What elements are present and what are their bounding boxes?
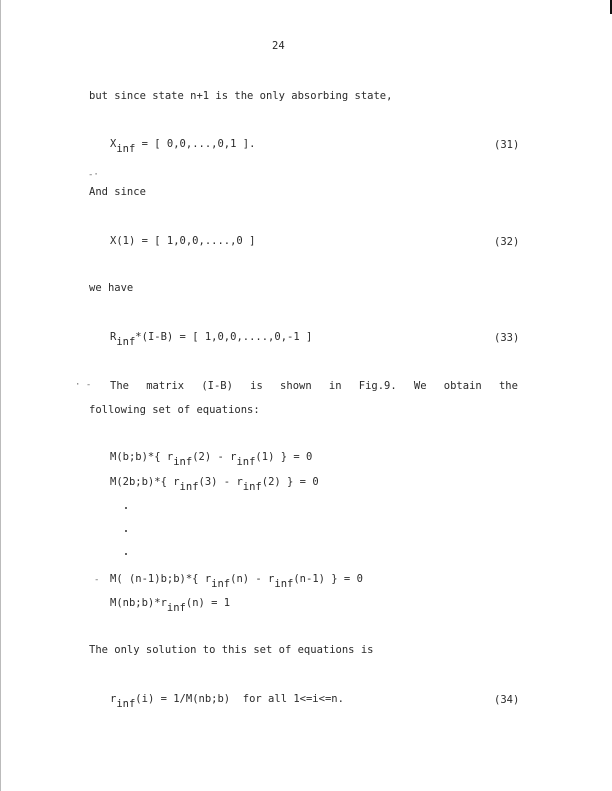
- paragraph-word: the: [498, 380, 518, 392]
- page-number: 24: [272, 40, 285, 52]
- page-left-edge: [0, 0, 1, 791]
- paragraph-word: matrix: [146, 380, 185, 392]
- paragraph-word: We: [413, 380, 427, 392]
- scan-mark: -: [94, 575, 100, 585]
- paragraph-word: obtain: [443, 380, 482, 392]
- text-line-and-since: And since: [89, 186, 146, 198]
- ellipsis-dot: [125, 530, 127, 532]
- system-equation-1: M(b;b)*{ $r_{inf}(2) - r_{inf}(1)$ } = 0: [110, 451, 313, 468]
- text-line-only-solution: The only solution to this set of equations is: [89, 644, 374, 656]
- equation-number-33: (33): [494, 332, 520, 344]
- equation-number-34: (34): [494, 694, 520, 706]
- system-equation-2: M(2b;b)*{ $r_{inf}(3) - r_{inf}(2)$ } = 0: [110, 476, 319, 493]
- scan-mark: · -: [75, 380, 92, 390]
- paragraph-word: The: [110, 380, 129, 392]
- equation-31: $X_{inf}$ = [ 0,0,...,0,1 ].: [110, 138, 256, 155]
- equation-33: $R_{inf}*(I-B)$ = [ 1,0,0,....,0,-1 ]: [110, 331, 313, 348]
- system-equation-n-minus-1: M( (n-1)b;b)*{ $r_{inf}(n) - r_{inf}(n-1)$ } = 0: [110, 573, 363, 590]
- paragraph-word: is: [250, 380, 263, 392]
- paragraph-word: Fig.9.: [358, 380, 397, 392]
- paragraph-word: (I-B): [201, 380, 233, 392]
- paragraph-line-matrix: [110, 380, 518, 392]
- equation-34: $r_{inf}(i)$ = 1/M(nb;b) for all 1<=i<=n.: [110, 693, 344, 710]
- paragraph-word: in: [328, 380, 342, 392]
- text-line-we-have: we have: [89, 282, 134, 294]
- scan-mark: -·: [88, 170, 99, 180]
- equation-number-32: (32): [494, 236, 520, 248]
- paragraph-word: shown: [280, 380, 312, 392]
- text-line-absorbing: but since state n+1 is the only absorbing state,: [89, 90, 393, 102]
- paragraph-line-following: following set of equations:: [89, 404, 260, 416]
- equation-number-31: (31): [494, 139, 520, 151]
- equation-32: X(1) = [ 1,0,0,....,0 ]: [110, 235, 256, 247]
- system-equation-n: $M(nb;b)*r_{inf}(n) = 1$: [110, 597, 231, 614]
- ellipsis-dot: [125, 553, 127, 555]
- ellipsis-dot: [125, 507, 127, 509]
